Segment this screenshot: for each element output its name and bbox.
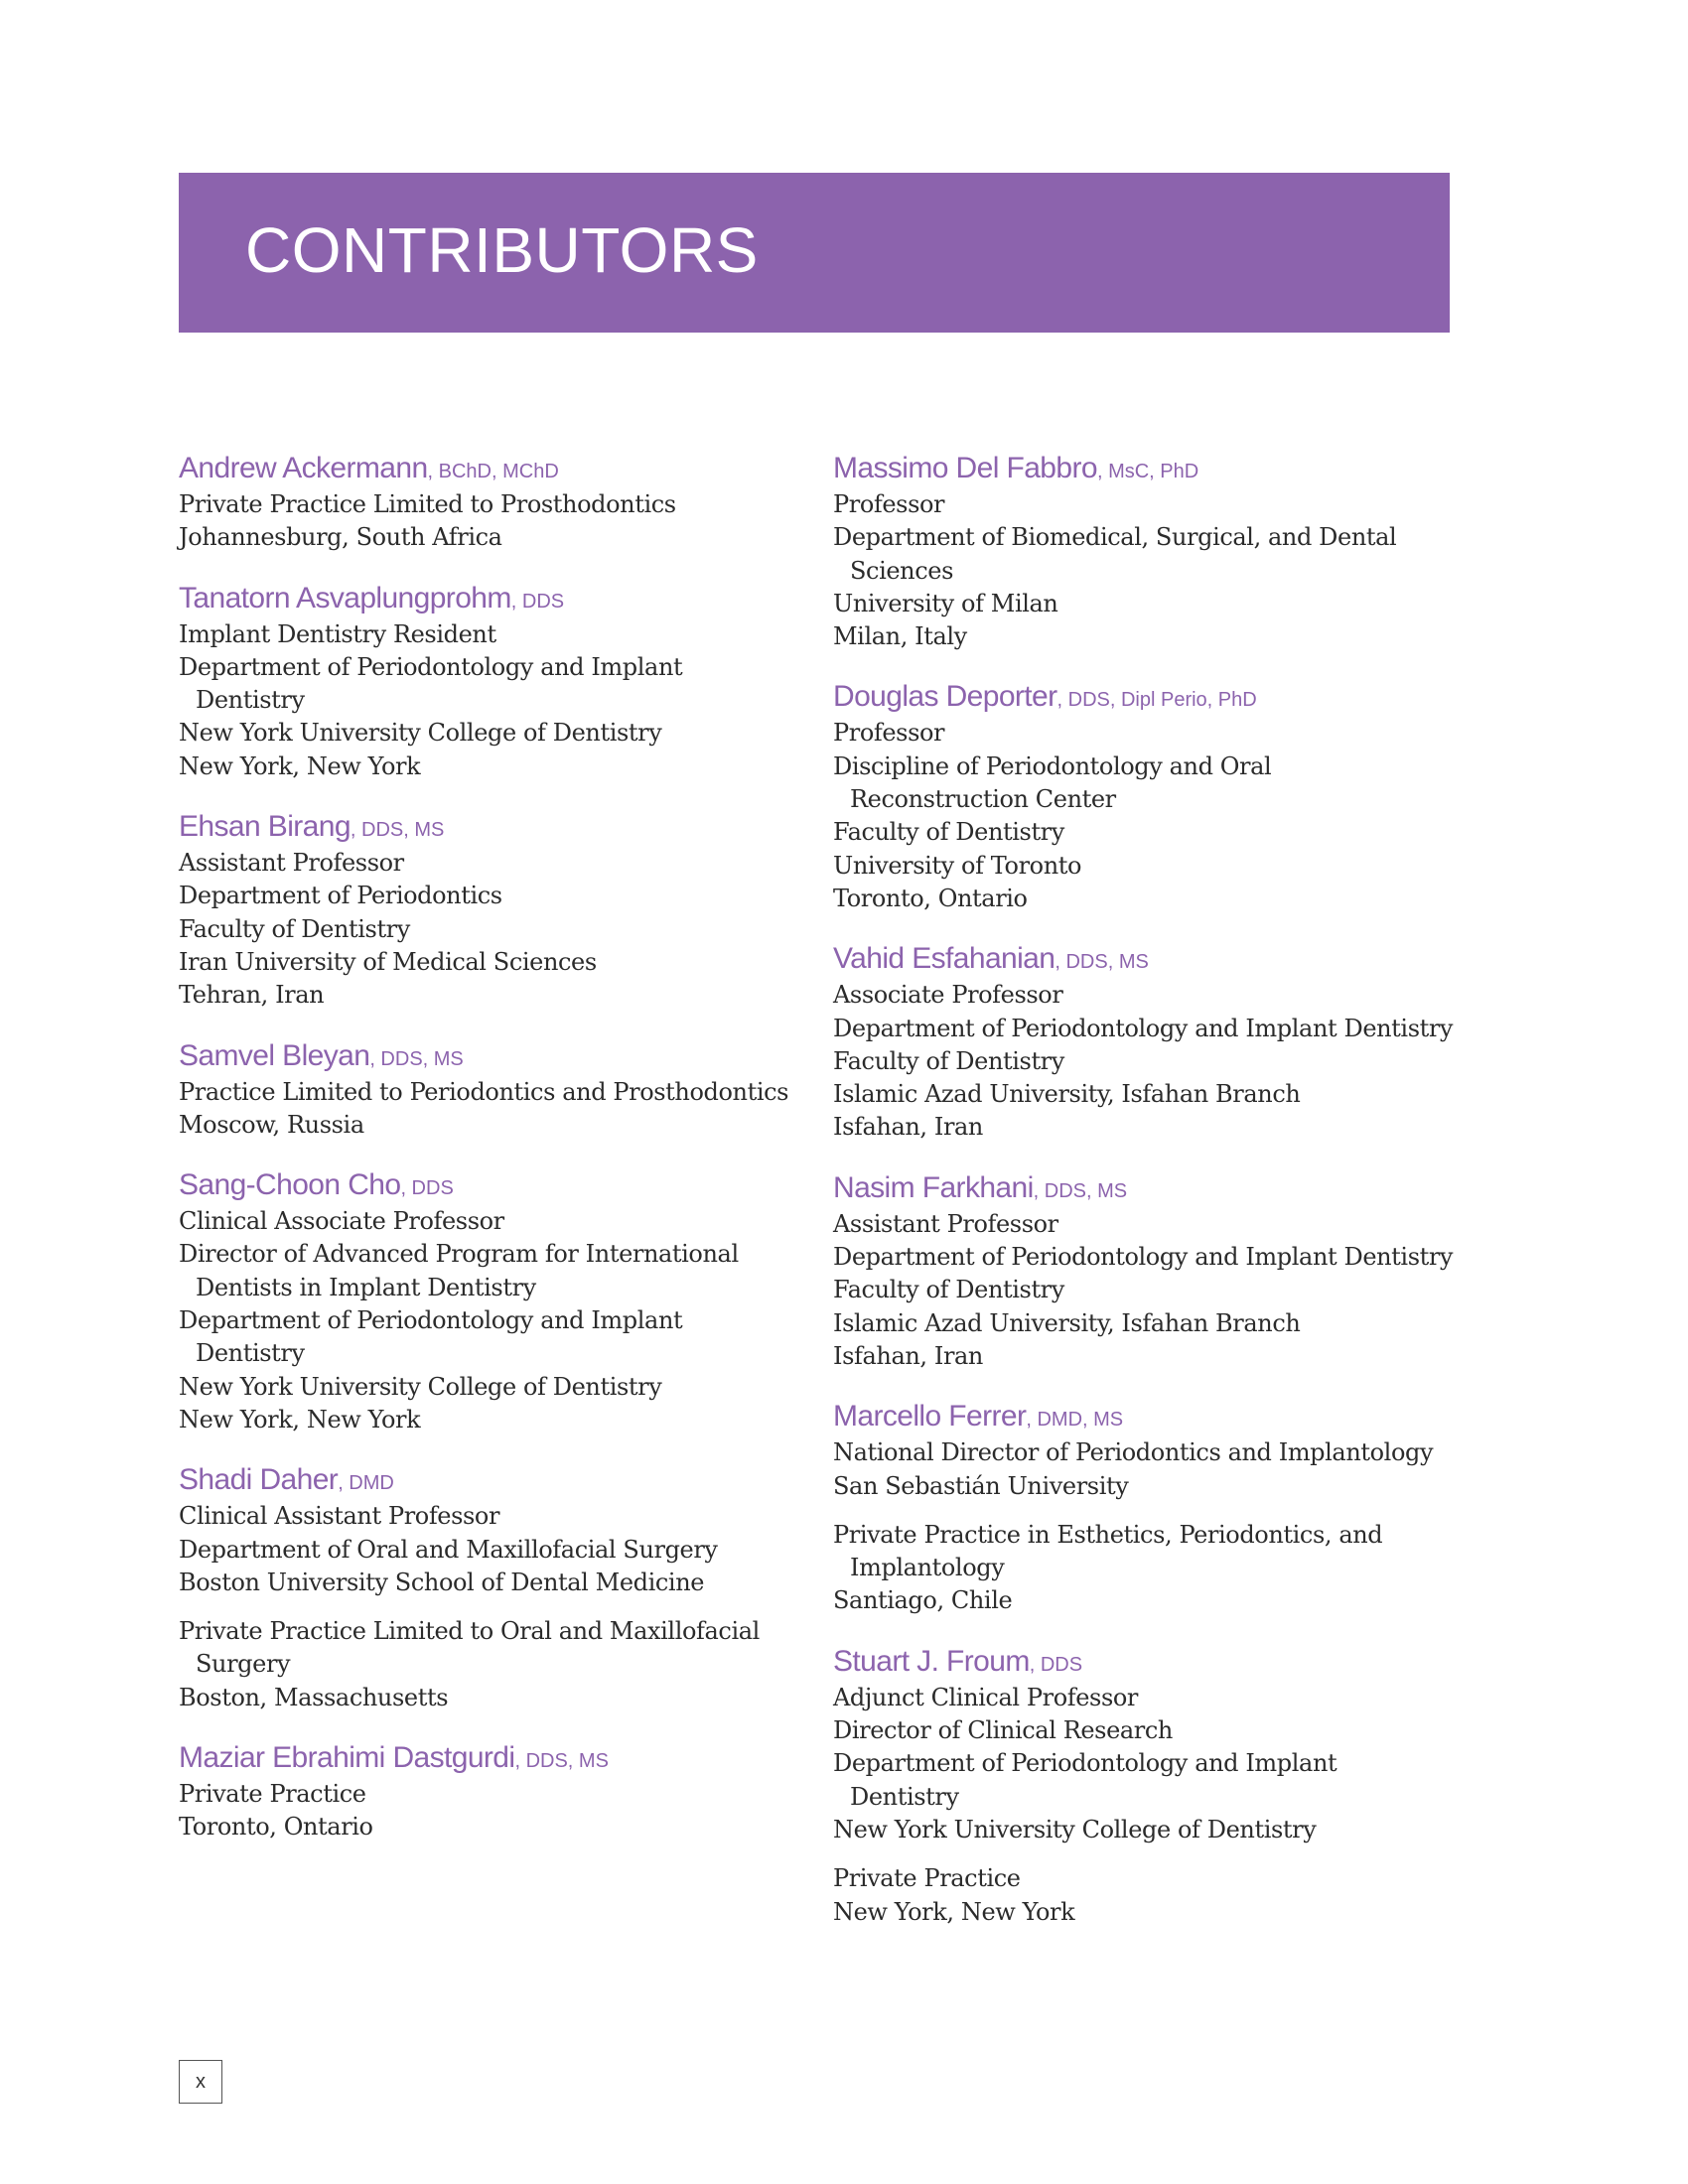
contributor-entry (179, 1165, 814, 1436)
affiliation-line: San Sebastián University (833, 1471, 1129, 1500)
affiliation-line: Boston University School of Dental Medicine (179, 1568, 705, 1596)
affiliation-line: Department of Biomedical, Surgical, and Dental (833, 523, 1397, 552)
affiliation-line: Dentistry (850, 1782, 959, 1811)
contributor-entry (833, 1642, 1469, 1929)
affiliation-block (833, 1682, 1469, 1846)
affiliation-line: Department of Periodontology and Implant (179, 652, 683, 681)
affiliation-line: Tehran, Iran (179, 981, 325, 1010)
affiliation-line: Dentistry (196, 686, 305, 715)
contributor-credentials: , DDS, MS (514, 1750, 609, 1773)
affiliation-line: Sciences (850, 556, 953, 585)
contributor-entry (179, 807, 814, 1012)
affiliation-line: Islamic Azad University, Isfahan Branch (833, 1308, 1301, 1337)
affiliation-line: University of Toronto (833, 851, 1082, 880)
affiliation-line: Associate Professor (833, 981, 1063, 1010)
contributor-entry (833, 677, 1469, 915)
affiliation-line: Faculty of Dentistry (833, 1276, 1064, 1304)
affiliation-block (833, 1436, 1469, 1503)
contributor-credentials: , DMD (338, 1472, 394, 1495)
affiliation-line: Department of Periodontics (179, 882, 502, 910)
affiliation-line: Discipline of Periodontology and Oral (833, 751, 1272, 780)
affiliation-block (179, 1615, 814, 1714)
affiliation-line: Department of Periodontology and Implant (179, 1306, 683, 1335)
affiliation-line: Faculty of Dentistry (179, 914, 410, 943)
contributor-entry (833, 449, 1469, 653)
contributor-credentials: , DDS, MS (350, 819, 445, 842)
affiliation-block (179, 1076, 814, 1143)
contributor-credentials: , DDS, Dipl Perio, PhD (1056, 689, 1257, 712)
affiliation-line: New York, New York (179, 1405, 421, 1433)
contributor-heading (833, 939, 1469, 979)
affiliation-line: Department of Oral and Maxillofacial Surgery (179, 1535, 718, 1564)
affiliation-line: Director of Advanced Program for International (179, 1240, 739, 1269)
affiliation-line: Private Practice Limited to Prosthodontics (179, 490, 676, 518)
affiliation-line: Toronto, Ontario (833, 884, 1028, 912)
affiliation-line: Faculty of Dentistry (833, 818, 1064, 847)
affiliation-line: National Director of Periodontics and Implantology (833, 1438, 1434, 1467)
contributor-credentials: , DDS, MS (1055, 951, 1149, 974)
contributor-credentials: , DDS (510, 590, 565, 613)
affiliation-block (179, 847, 814, 1012)
affiliation-line: Practice Limited to Periodontics and Prosthodontics (179, 1077, 789, 1106)
contributor-name: Shadi Daher (179, 1463, 339, 1497)
affiliation-line: Reconstruction Center (850, 785, 1116, 814)
contributor-name: Andrew Ackermann (179, 452, 428, 484)
affiliation-line: Department of Periodontology and Implant Dentistry (833, 1014, 1454, 1042)
contributor-name: Stuart J. Froum (833, 1644, 1030, 1678)
page-title: CONTRIBUTORS (245, 214, 759, 286)
contributor-credentials: , DDS, MS (1033, 1179, 1128, 1202)
contributor-entry (833, 1168, 1469, 1373)
affiliation-line: Director of Clinical Research (833, 1716, 1173, 1745)
affiliation-line: New York University College of Dentistry (833, 1815, 1317, 1843)
affiliation-line: Private Practice (179, 1780, 366, 1809)
affiliation-block (833, 1519, 1469, 1618)
affiliation-block (833, 1862, 1469, 1929)
contributor-heading (833, 1168, 1469, 1208)
contributor-name: Vahid Esfahanian (833, 942, 1055, 976)
contributor-heading (179, 1036, 814, 1076)
affiliation-line: Surgery (196, 1650, 291, 1679)
affiliation-line: Private Practice (833, 1864, 1021, 1893)
contributor-entry (179, 1738, 814, 1844)
section-banner (179, 173, 1450, 333)
contributor-heading (833, 1642, 1469, 1682)
affiliation-line: Faculty of Dentistry (833, 1046, 1064, 1075)
affiliation-line: Department of Periodontology and Implant (833, 1749, 1337, 1778)
contributor-heading (833, 449, 1469, 488)
affiliation-block (179, 488, 814, 555)
affiliation-line: Dentists in Implant Dentistry (196, 1273, 536, 1301)
affiliation-line: Moscow, Russia (179, 1110, 364, 1139)
affiliation-line: Isfahan, Iran (833, 1341, 983, 1370)
affiliation-block (179, 1500, 814, 1599)
contributor-heading (179, 579, 814, 618)
affiliation-block (179, 618, 814, 783)
contributor-name: Tanatorn Asvaplungprohm (179, 581, 511, 614)
affiliation-line: Assistant Professor (833, 1209, 1058, 1238)
contributor-credentials: , BChD, MChD (427, 461, 559, 482)
affiliation-line: New York University College of Dentistry (179, 719, 662, 748)
contributor-entry (179, 449, 814, 555)
affiliation-line: Boston, Massachusetts (179, 1683, 449, 1711)
affiliation-block (833, 1208, 1469, 1373)
affiliation-line: Implant Dentistry Resident (179, 619, 496, 648)
affiliation-line: Milan, Italy (833, 622, 967, 651)
contributor-heading (179, 1165, 814, 1205)
affiliation-line: Santiago, Chile (833, 1586, 1013, 1615)
affiliation-block (833, 717, 1469, 915)
affiliation-block (833, 979, 1469, 1144)
contributors-column-right (833, 449, 1469, 1953)
page-number: x (179, 2060, 222, 2104)
affiliation-line: Iran University of Medical Sciences (179, 947, 597, 976)
affiliation-block (179, 1778, 814, 1844)
affiliation-line: Johannesburg, South Africa (179, 523, 502, 552)
affiliation-line: Toronto, Ontario (179, 1813, 373, 1842)
affiliation-line: Private Practice Limited to Oral and Maxillofacial (179, 1617, 760, 1646)
contributor-heading (179, 449, 814, 488)
contributor-name: Douglas Deporter (833, 680, 1057, 714)
affiliation-line: New York, New York (179, 751, 421, 780)
contributor-heading (179, 1460, 814, 1500)
affiliation-line: New York, New York (833, 1897, 1075, 1926)
contributor-credentials: , DDS (400, 1177, 454, 1200)
affiliation-line: Dentistry (196, 1339, 305, 1368)
contributor-heading (179, 1738, 814, 1778)
affiliation-line: Assistant Professor (179, 849, 404, 878)
affiliation-line: Professor (833, 490, 945, 518)
affiliation-line: Private Practice in Esthetics, Periodontics, and (833, 1520, 1383, 1549)
contributor-entry (179, 1460, 814, 1714)
affiliation-line: University of Milan (833, 589, 1058, 617)
contributor-entry (179, 579, 814, 783)
contributor-entry (833, 939, 1469, 1144)
contributor-name: Marcello Ferrer (833, 1400, 1027, 1433)
contributor-name: Maziar Ebrahimi Dastgurdi (179, 1741, 515, 1775)
contributor-credentials: , DDS (1029, 1653, 1083, 1676)
contributor-heading (179, 807, 814, 847)
affiliation-line: Implantology (850, 1554, 1005, 1582)
contributor-name: Ehsan Birang (179, 810, 351, 844)
contributor-heading (833, 1397, 1469, 1436)
contributor-credentials: , MsC, PhD (1096, 461, 1199, 482)
affiliation-line: Isfahan, Iran (833, 1113, 983, 1142)
affiliation-line: New York University College of Dentistry (179, 1372, 662, 1401)
contributor-entry (833, 1397, 1469, 1617)
contributor-heading (833, 677, 1469, 717)
affiliation-line: Islamic Azad University, Isfahan Branch (833, 1080, 1301, 1109)
affiliation-line: Department of Periodontology and Implant Dentistry (833, 1243, 1454, 1272)
contributor-name: Massimo Del Fabbro (833, 452, 1097, 484)
contributor-credentials: , DDS, MS (369, 1047, 464, 1070)
affiliation-block (179, 1205, 814, 1436)
contributor-entry (179, 1036, 814, 1143)
affiliation-line: Adjunct Clinical Professor (833, 1683, 1138, 1711)
affiliation-line: Clinical Associate Professor (179, 1207, 504, 1236)
contributor-name: Sang-Choon Cho (179, 1168, 401, 1202)
contributor-name: Nasim Farkhani (833, 1170, 1034, 1204)
contributor-credentials: , DMD, MS (1026, 1409, 1124, 1432)
contributor-name: Samvel Bleyan (179, 1038, 370, 1072)
contributors-column-left (179, 449, 814, 1868)
affiliation-line: Professor (833, 719, 945, 748)
affiliation-block (833, 488, 1469, 653)
affiliation-line: Clinical Assistant Professor (179, 1502, 500, 1531)
